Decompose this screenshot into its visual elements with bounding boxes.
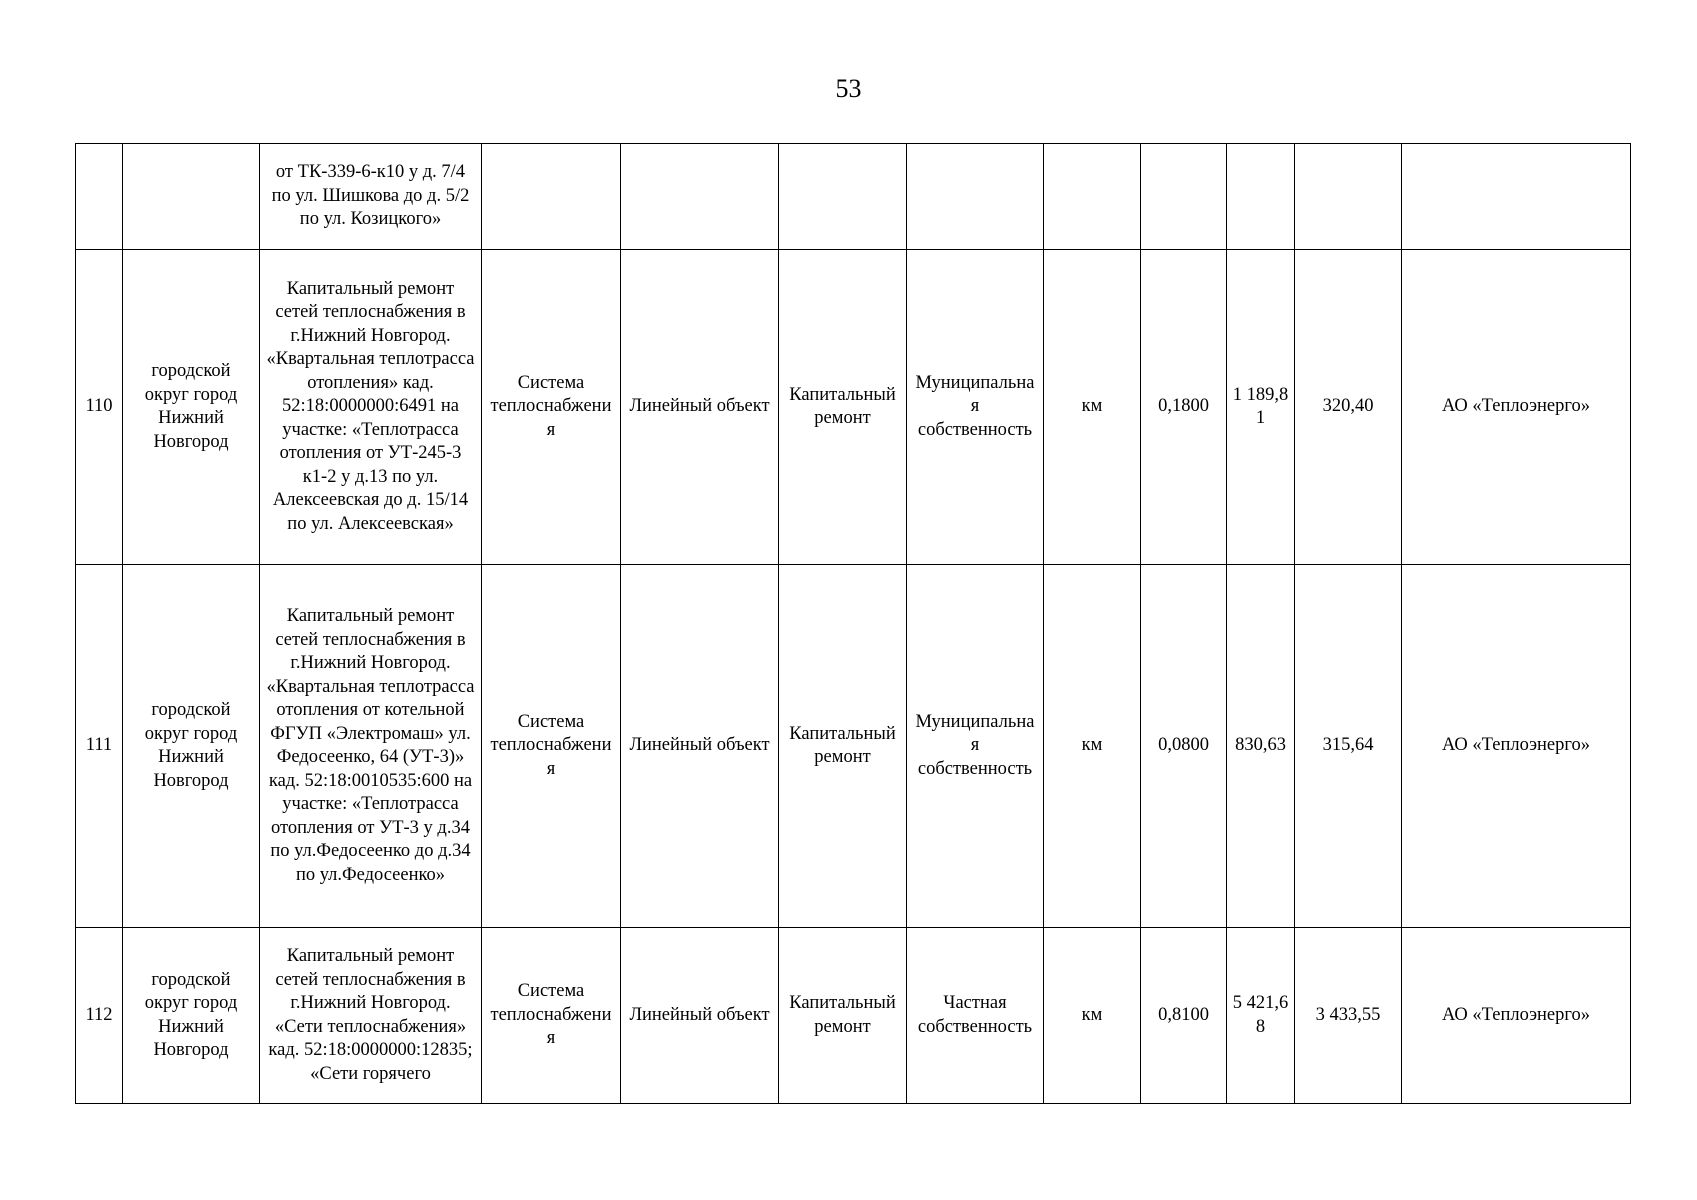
- cell-object-type: Линейный объект: [621, 928, 779, 1104]
- cell-municipality: городской округ город Нижний Новгород: [123, 250, 260, 565]
- cell-value: 3 433,55: [1295, 928, 1402, 1104]
- cell-organization: АО «Теплоэнерго»: [1402, 250, 1631, 565]
- cell-work-type: Капитальный ремонт: [779, 250, 907, 565]
- investment-table: [75, 143, 1631, 1104]
- cell-unit: [1044, 144, 1141, 250]
- cell-unit: км: [1044, 928, 1141, 1104]
- cell-description: Капитальный ремонт сетей теплоснабжения в г.Нижний Новгород. «Квартальная теплотрасса отопления» кад. 52:18:0000000:6491 на участке: «Теплотрасса отопления от УТ-245-3 к1-2 у д.13 по ул. Алексеевская до д. 15/14 по ул. Алексеевская»: [260, 250, 482, 565]
- cell-length: 0,0800: [1141, 565, 1227, 928]
- cell-system: [482, 144, 621, 250]
- cell-work-type: [779, 144, 907, 250]
- cell-cost: 830,63: [1227, 565, 1295, 928]
- table-row: [76, 565, 1631, 928]
- cell-organization: АО «Теплоэнерго»: [1402, 928, 1631, 1104]
- cell-ownership: [907, 144, 1044, 250]
- cell-ownership: Муниципальная собственность: [907, 250, 1044, 565]
- table-row-continuation: [76, 144, 1631, 250]
- cell-length: [1141, 144, 1227, 250]
- cell-object-type: Линейный объект: [621, 565, 779, 928]
- cell-value: 320,40: [1295, 250, 1402, 565]
- table-row: [76, 928, 1631, 1104]
- cell-unit: км: [1044, 250, 1141, 565]
- cell-value: [1295, 144, 1402, 250]
- cell-value: 315,64: [1295, 565, 1402, 928]
- cell-object-type: Линейный объект: [621, 250, 779, 565]
- cell-description-text: Капитальный ремонт сетей теплоснабжения в г.Нижний Новгород. «Сети теплоснабжения» кад. 52:18:0000000:12835; «Сети горячего: [268, 946, 473, 1084]
- cell-cost: 1 189,81: [1227, 250, 1295, 565]
- cell-municipality: городской округ город Нижний Новгород: [123, 928, 260, 1104]
- cell-system: Система теплоснабжения: [482, 928, 621, 1104]
- cell-length: 0,8100: [1141, 928, 1227, 1104]
- cell-work-type: Капитальный ремонт: [779, 565, 907, 928]
- cell-municipality: городской округ город Нижний Новгород: [123, 565, 260, 928]
- cell-description: Капитальный ремонт сетей теплоснабжения в г.Нижний Новгород. «Квартальная теплотрасса отопления от котельной ФГУП «Электромаш» ул. Федосеенко, 64 (УТ-3)» кад. 52:18:0010535:600 на участке: «Теплотрасса отопления от УТ-3 у д.34 по ул.Федосеенко до д.34 по ул.Федосеенко»: [260, 565, 482, 928]
- cell-system: Система теплоснабжения: [482, 250, 621, 565]
- cell-num: 111: [76, 565, 123, 928]
- cell-description: [260, 928, 482, 1104]
- cell-num: [76, 144, 123, 250]
- page-number: 53: [835, 74, 862, 103]
- table-row: [76, 250, 1631, 565]
- cell-num: 112: [76, 928, 123, 1104]
- cell-object-type: [621, 144, 779, 250]
- cell-num: 110: [76, 250, 123, 565]
- cell-system: Система теплоснабжения: [482, 565, 621, 928]
- cell-description: от ТК-339-6-к10 у д. 7/4 по ул. Шишкова до д. 5/2 по ул. Козицкого»: [260, 144, 482, 250]
- cell-ownership: Муниципальная собственность: [907, 565, 1044, 928]
- cell-work-type: Капитальный ремонт: [779, 928, 907, 1104]
- cell-organization: [1402, 144, 1631, 250]
- cell-municipality: [123, 144, 260, 250]
- cell-organization: АО «Теплоэнерго»: [1402, 565, 1631, 928]
- cell-unit: км: [1044, 565, 1141, 928]
- cell-cost: [1227, 144, 1295, 250]
- cell-cost: 5 421,68: [1227, 928, 1295, 1104]
- cell-ownership: Частная собственность: [907, 928, 1044, 1104]
- cell-length: 0,1800: [1141, 250, 1227, 565]
